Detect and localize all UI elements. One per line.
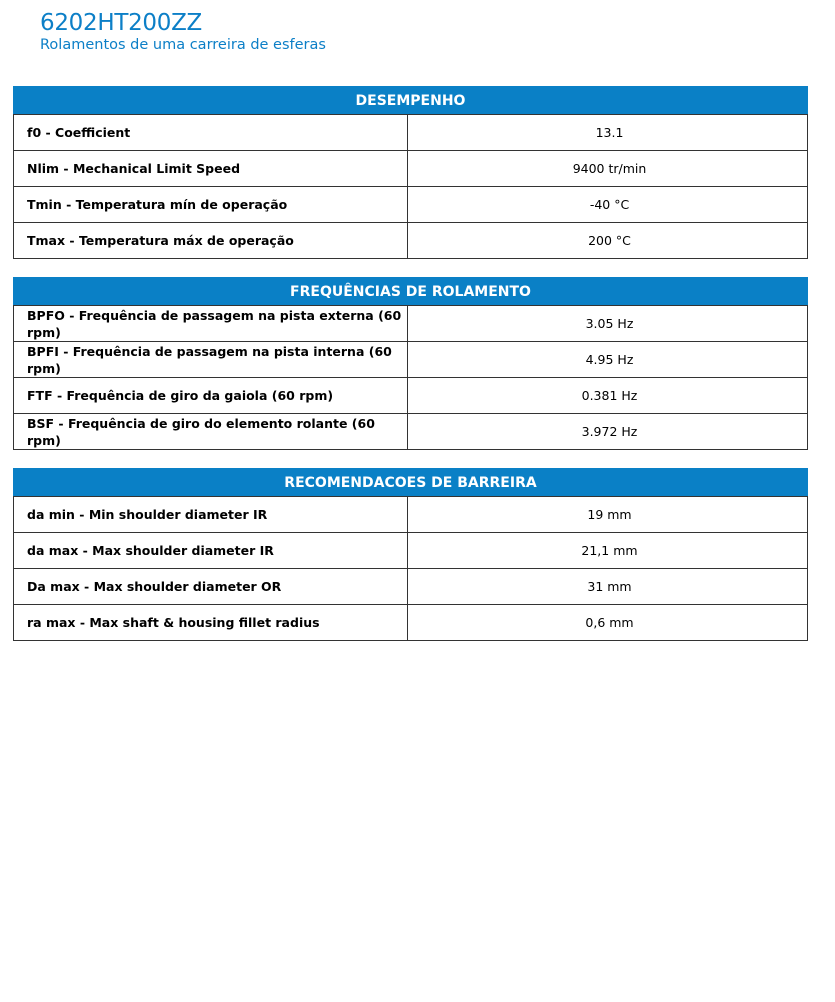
section-title: FREQUÊNCIAS DE ROLAMENTO — [13, 277, 808, 305]
row-value: 4.95 Hz — [408, 342, 808, 378]
row-label: BPFI - Frequência de passagem na pista interna (60 rpm) — [14, 342, 408, 378]
row-label: f0 - Coefficient — [14, 115, 408, 151]
spec-table — [13, 305, 808, 450]
section-frequencias — [13, 277, 808, 450]
section-desempenho — [13, 86, 808, 259]
row-value: 9400 tr/min — [408, 151, 808, 187]
row-value: 0,6 mm — [408, 605, 808, 641]
row-label: da max - Max shoulder diameter IR — [14, 533, 408, 569]
row-value: 19 mm — [408, 497, 808, 533]
table-row — [14, 533, 808, 569]
row-value: 21,1 mm — [408, 533, 808, 569]
row-label: BSF - Frequência de giro do elemento rolante (60 rpm) — [14, 414, 408, 450]
row-label: Tmax - Temperatura máx de operação — [14, 223, 408, 259]
table-row — [14, 605, 808, 641]
row-label: BPFO - Frequência de passagem na pista externa (60 rpm) — [14, 306, 408, 342]
row-label: FTF - Frequência de giro da gaiola (60 rpm) — [14, 378, 408, 414]
table-row — [14, 306, 808, 342]
row-label: da min - Min shoulder diameter IR — [14, 497, 408, 533]
row-label: Nlim - Mechanical Limit Speed — [14, 151, 408, 187]
section-title: RECOMENDACOES DE BARREIRA — [13, 468, 808, 496]
row-value: 13.1 — [408, 115, 808, 151]
table-row — [14, 115, 808, 151]
row-value: 31 mm — [408, 569, 808, 605]
row-label: Da max - Max shoulder diameter OR — [14, 569, 408, 605]
table-row — [14, 187, 808, 223]
table-row — [14, 223, 808, 259]
row-value: 3.05 Hz — [408, 306, 808, 342]
row-value: -40 °C — [408, 187, 808, 223]
row-label: ra max - Max shaft & housing fillet radius — [14, 605, 408, 641]
product-subtitle: Rolamentos de uma carreira de esferas — [40, 37, 326, 53]
table-row — [14, 569, 808, 605]
table-row — [14, 378, 808, 414]
spec-table — [13, 114, 808, 259]
row-value: 0.381 Hz — [408, 378, 808, 414]
table-row — [14, 342, 808, 378]
table-row — [14, 414, 808, 450]
section-title: DESEMPENHO — [13, 86, 808, 114]
product-title: 6202HT200ZZ — [40, 10, 202, 36]
row-value: 3.972 Hz — [408, 414, 808, 450]
table-row — [14, 151, 808, 187]
row-label: Tmin - Temperatura mín de operação — [14, 187, 408, 223]
row-value: 200 °C — [408, 223, 808, 259]
table-row — [14, 497, 808, 533]
page-header — [40, 9, 326, 53]
spec-table — [13, 496, 808, 641]
section-recomendacoes — [13, 468, 808, 641]
